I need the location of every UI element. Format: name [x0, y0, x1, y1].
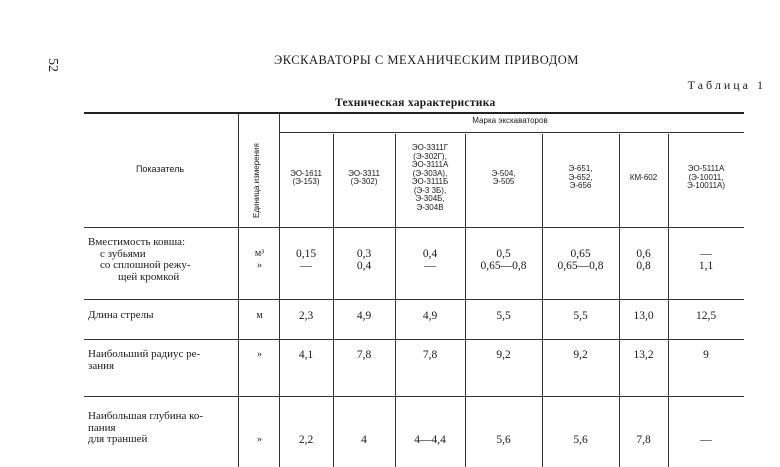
table-cell-value: 9,2 [573, 349, 588, 361]
row-label-line: Длина стрелы [88, 309, 154, 321]
column-header [333, 170, 395, 187]
column-header-line: (Э-303А), [412, 168, 448, 178]
row-label-line: зания [88, 359, 115, 372]
table-label: Таблица 1 [687, 78, 766, 92]
table-cell-value: — [300, 260, 312, 272]
table-cell-value: 4 [361, 434, 367, 446]
page-number: 52 [45, 58, 60, 72]
table-cell-value: 13,0 [633, 310, 654, 322]
column-header-line: Э-651, [568, 164, 593, 174]
row-unit: » [257, 349, 262, 360]
column-header-line: (Э-10011, [688, 172, 724, 182]
column-header-line: Э-504, [491, 168, 516, 178]
column-header [668, 165, 744, 191]
column-header-line: (Э-302) [350, 177, 378, 186]
header-unit: Единица измерения [252, 143, 261, 218]
row-label-line: со сплошной режу- [100, 259, 191, 271]
column-header [465, 170, 542, 187]
table-cell-value: 12,5 [695, 310, 717, 322]
row-label-line: Вместимость ковша: [88, 236, 186, 248]
table-cell-value: 0,3 [356, 248, 372, 260]
column-header [395, 144, 465, 212]
table-cell-value: 5,6 [496, 434, 511, 446]
table-title: Техническая характеристика [335, 97, 496, 109]
column-header-line: Э-505 [492, 177, 515, 186]
row-unit: м [256, 310, 263, 321]
table-hline [84, 227, 744, 228]
table-hline [279, 132, 744, 133]
row-label [88, 237, 191, 283]
column-header-line: Э-652, [568, 172, 593, 182]
column-header [279, 170, 333, 187]
column-header-line: ЭО-5111А [687, 164, 725, 174]
row-unit: » [257, 434, 262, 445]
table-cell-value: 0,15 [295, 248, 317, 260]
column-header-line: (Э-302Г), [413, 151, 447, 161]
column-header-line: ЭО-1611 [290, 168, 322, 178]
row-label [88, 411, 203, 446]
column-header-line: ЭО-3311Г [411, 143, 449, 152]
table-cell-value: 9,2 [496, 349, 511, 361]
column-header-line: (Э-3 3Б), [413, 185, 447, 195]
table-cell-value: 4—4,4 [414, 434, 446, 446]
row-unit: » [257, 260, 262, 271]
table-cell-value: 0,4 [422, 248, 438, 260]
column-header-line: (Э-153) [292, 177, 320, 186]
header-indicator: Показатель [135, 164, 185, 174]
table-cell-value: 0,8 [636, 260, 651, 272]
column-header-line: ЭО-3111Б [411, 177, 449, 186]
table-hline [84, 299, 744, 300]
table-hline [84, 396, 744, 397]
table-cell-value: 0,4 [356, 260, 372, 272]
column-header-line: Э-10011А) [686, 181, 726, 191]
table-cell-value: 0,65—0,8 [557, 260, 604, 272]
column-header-line: КМ-602 [629, 172, 658, 182]
column-header-line: ЭО-3311 [348, 168, 380, 178]
table-vline [238, 114, 239, 467]
table-hline [84, 339, 744, 340]
column-header [542, 165, 619, 191]
header-brand: Марка экскаваторов [472, 116, 548, 125]
table-cell-value: 0,65—0,8 [480, 260, 527, 272]
column-header-line: ЭО-3111А [411, 160, 449, 169]
table-cell-value: 7,8 [636, 434, 651, 446]
table-vline [619, 134, 620, 467]
table-cell-value: 7,8 [422, 349, 438, 361]
table-cell-value: 7,8 [356, 349, 372, 361]
column-header-line: Э-304В [416, 202, 444, 212]
row-label-line: пания [88, 421, 116, 434]
row-unit: м³ [254, 248, 265, 259]
table-cell-value: 4,9 [356, 310, 372, 322]
row-label-line: щей кромкой [118, 270, 180, 283]
table-cell-value: 9 [703, 349, 709, 361]
table-cell-value: — [700, 434, 712, 446]
table-vline [279, 114, 280, 467]
table-cell-value: 2,3 [298, 310, 314, 322]
table-cell-value: 4,9 [422, 310, 438, 322]
table-cell-value: 0,5 [496, 248, 511, 260]
table-cell-value: — [424, 260, 436, 272]
column-header-line: Э-656 [569, 181, 592, 191]
table-cell-value: — [700, 248, 712, 260]
table-cell-value: 5,5 [496, 310, 511, 322]
row-label-line: для траншей [88, 433, 148, 445]
running-head: ЭКСКАВАТОРЫ С МЕХАНИЧЕСКИМ ПРИВОДОМ [274, 53, 579, 67]
table-cell-value: 5,5 [573, 310, 588, 322]
table-cell-value: 4,1 [298, 349, 314, 361]
table-cell-value: 13,2 [633, 349, 654, 361]
table-cell-value: 2,2 [298, 434, 314, 446]
row-label-line: с зубьями [100, 247, 146, 260]
table-cell-value: 5,6 [573, 434, 588, 446]
row-label [88, 310, 153, 322]
row-label-line: Наибольший радиус ре- [88, 348, 201, 360]
row-label-line: Наибольшая глубина ко- [88, 410, 204, 422]
table-cell-value: 0,6 [636, 248, 651, 260]
table-cell-value: 0,65 [570, 248, 591, 260]
row-label [88, 349, 200, 372]
column-header-line: Э-304Б, [415, 194, 445, 203]
table-cell-value: 1,1 [698, 260, 714, 272]
column-header [619, 174, 668, 183]
